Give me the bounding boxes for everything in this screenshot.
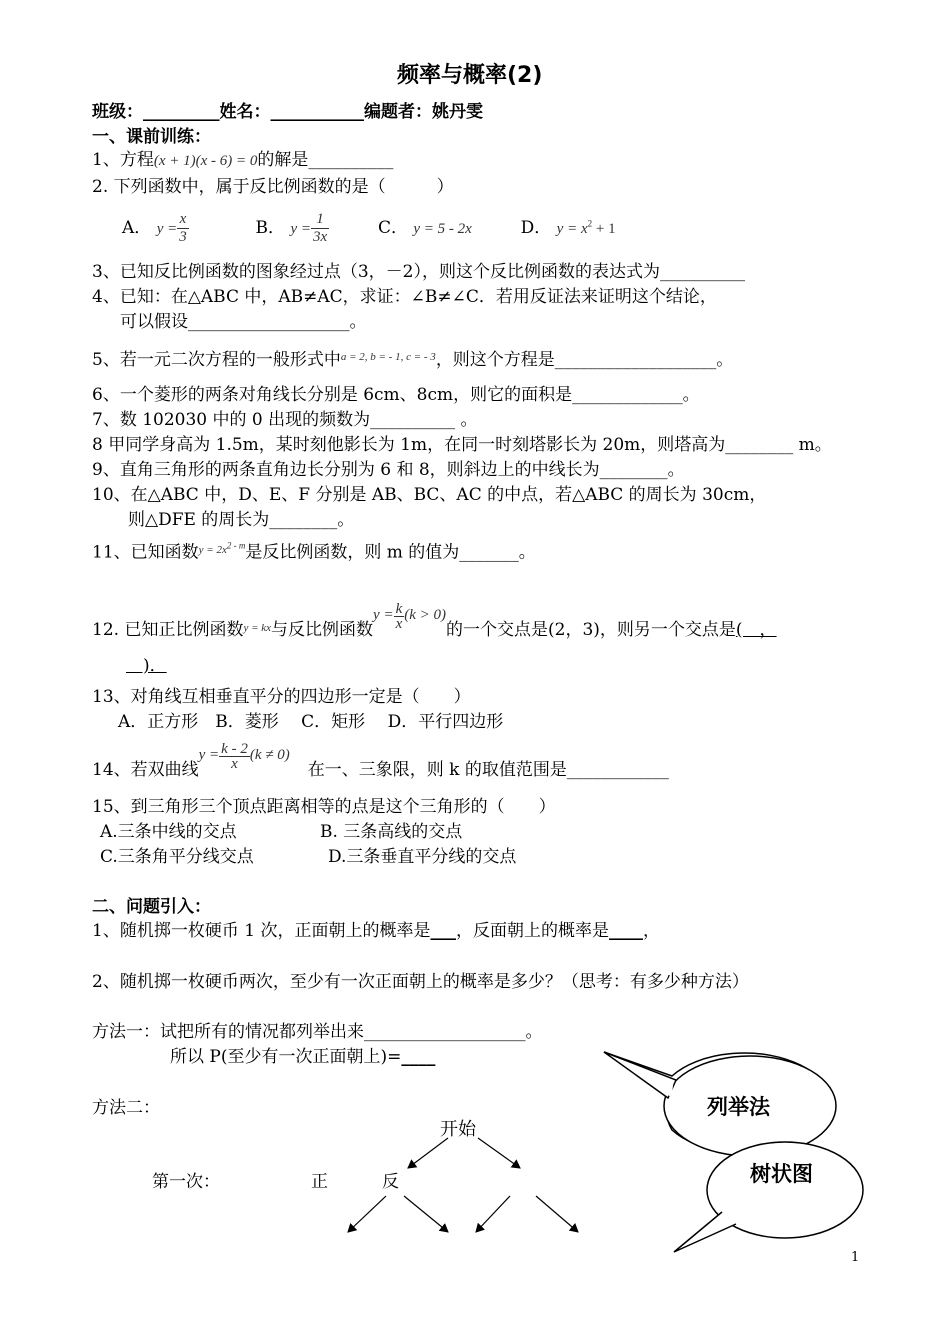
q14-prefix: 14、若双曲线 [92, 760, 199, 780]
tree-first-toss-label: 第一次： [152, 1172, 220, 1192]
question-8: 8 甲同学身高为 1.5m，某时刻他影长为 1m，在同一时刻塔影长为 20m，则塔高为________ m。 [92, 435, 832, 455]
question-7: 7、数 102030 中的 0 出现的频数为__________ 。 [92, 410, 478, 430]
m1-blank: ___________________ [364, 1022, 526, 1042]
tree-start-node: 开始 [440, 1119, 476, 1140]
tree-arrow-fan-left [476, 1196, 510, 1232]
q14-suffix: 在一、三象限，则 k 的取值范围是____________ [307, 760, 669, 780]
q2-option-c: C． y = 5 - 2x [377, 217, 472, 238]
m1-prefix: 方法一：试把所有的情况都列举出来 [92, 1022, 364, 1042]
q1-equation: (x + 1)(x - 6) = 0 [153, 153, 258, 169]
q1-suffix: 的解是__________ [257, 150, 394, 170]
q15-option-a: A.三条中线的交点 [100, 822, 237, 842]
page-title: 频率与概率(2) [397, 63, 543, 88]
tree-node-fan: 反 [382, 1172, 399, 1192]
q14-equation: y = k - 2 x (k ≠ 0) [198, 740, 290, 772]
question-4-line2: 可以假设___________________。 [120, 312, 367, 332]
callout-label-listing: 列举法 [707, 1095, 770, 1119]
q12-eq2: y = k x (k > 0) [373, 600, 447, 632]
q12-answer-blank-2: )． [126, 656, 167, 676]
question-9: 9、直角三角形的两条直角边长分别为 6 和 8，则斜边上的中线长为________。 [92, 460, 685, 480]
tree-arrow-zheng-left [348, 1196, 386, 1232]
q2-option-b: B． y = $\frac{1}{3x}$ [255, 210, 328, 245]
q2-option-d: D． $y = x^2 + 1$ [520, 217, 616, 238]
question-13: 13、对角线互相垂直平分的四边形一定是（ ） [92, 687, 471, 707]
tree-arrow-fan-right [536, 1196, 578, 1232]
q15-option-b: B. 三条高线的交点 [320, 822, 463, 842]
m1-suffix: 。 [525, 1022, 543, 1042]
author-name: 姚丹雯 [432, 102, 483, 122]
question-10-line1: 10、在△ABC 中，D、E、F 分别是 AB、BC、AC 的中点，若△ABC 的周长为 30cm， [92, 485, 767, 505]
q5-equation: a = 2, b = - 1, c = - 3 [340, 351, 436, 363]
section2-heading: 二、问题引入： [92, 897, 211, 917]
tree-arrow-zheng-right [404, 1196, 448, 1232]
q15-option-c: C.三条角平分线交点 [100, 847, 254, 867]
q5-suffix: ，则这个方程是___________________。 [435, 350, 734, 370]
m1b-prefix: 所以 P(至少有一次正面朝上)= [170, 1047, 402, 1067]
q11-equation: y = 2x2 - m [198, 540, 246, 556]
tree-arrow-start-zheng [408, 1138, 448, 1168]
section1-heading: 一、课前训练： [92, 127, 211, 147]
tree-node-zheng: 正 [311, 1172, 328, 1192]
author-label: 编题者： [364, 102, 432, 122]
question-3: 3、已知反比例函数的图象经过点（3，－2），则这个反比例函数的表达式为__________ [92, 262, 745, 282]
p1-blank-2: ____ [608, 921, 643, 941]
name-blank: ___________ [270, 102, 364, 122]
q12-answer-blank: ( ， [735, 620, 777, 640]
tree-arrow-start-fan [478, 1138, 520, 1168]
class-label: 班级： [92, 102, 143, 122]
p1-middle: ，反面朝上的概率是 [455, 921, 609, 941]
name-label: 姓名： [219, 102, 271, 122]
q12-eq1: y = kx [243, 622, 272, 634]
q15-option-d: D.三条垂直平分线的交点 [328, 847, 517, 867]
q11-prefix: 11、已知函数 [92, 542, 199, 563]
q12-middle: 与反比例函数 [271, 620, 374, 640]
question-10-line2: 则△DFE 的周长为________。 [128, 510, 355, 530]
question-15: 15、到三角形三个顶点距离相等的点是这个三角形的（ ） [92, 797, 556, 817]
p1-prefix: 1、随机掷一枚硬币 1 次，正面朝上的概率是 [92, 921, 431, 941]
m1b-blank: ____ [401, 1047, 436, 1067]
p1-suffix: ， [642, 921, 660, 941]
page-number: 1 [851, 1250, 860, 1265]
problem-2: 2、随机掷一枚硬币两次，至少有一次正面朝上的概率是多少？（思考：有多少种方法） [92, 972, 749, 992]
q12-suffix: 的一个交点是(2，3)，则另一个交点是 [446, 620, 736, 640]
question-2: 2. 下列函数中，属于反比例函数的是（ ） [92, 177, 454, 197]
q2-option-a: A． y = $\frac{x}{3}$ [122, 210, 187, 245]
q13-options: A．正方形 B．菱形 C．矩形 D．平行四边形 [118, 712, 504, 732]
q12-prefix: 12. 已知正比例函数 [92, 620, 244, 640]
question-4-line1: 4、已知：在△ABC 中，AB≠AC，求证：∠B≠∠C．若用反证法来证明这个结论， [92, 287, 717, 307]
q5-prefix: 5、若一元二次方程的一般形式中 [92, 350, 341, 370]
callout-label-tree: 树状图 [750, 1162, 813, 1186]
q1-prefix: 1、方程 [92, 150, 154, 170]
q11-suffix: 是反比例函数，则 m 的值为_______。 [245, 542, 536, 563]
question-6: 6、一个菱形的两条对角线长分别是 6cm、8cm，则它的面积是_____________。 [92, 385, 700, 405]
class-blank: _________ [143, 102, 220, 122]
p1-blank-1: ___ [430, 921, 456, 941]
method-2: 方法二： [92, 1098, 160, 1118]
